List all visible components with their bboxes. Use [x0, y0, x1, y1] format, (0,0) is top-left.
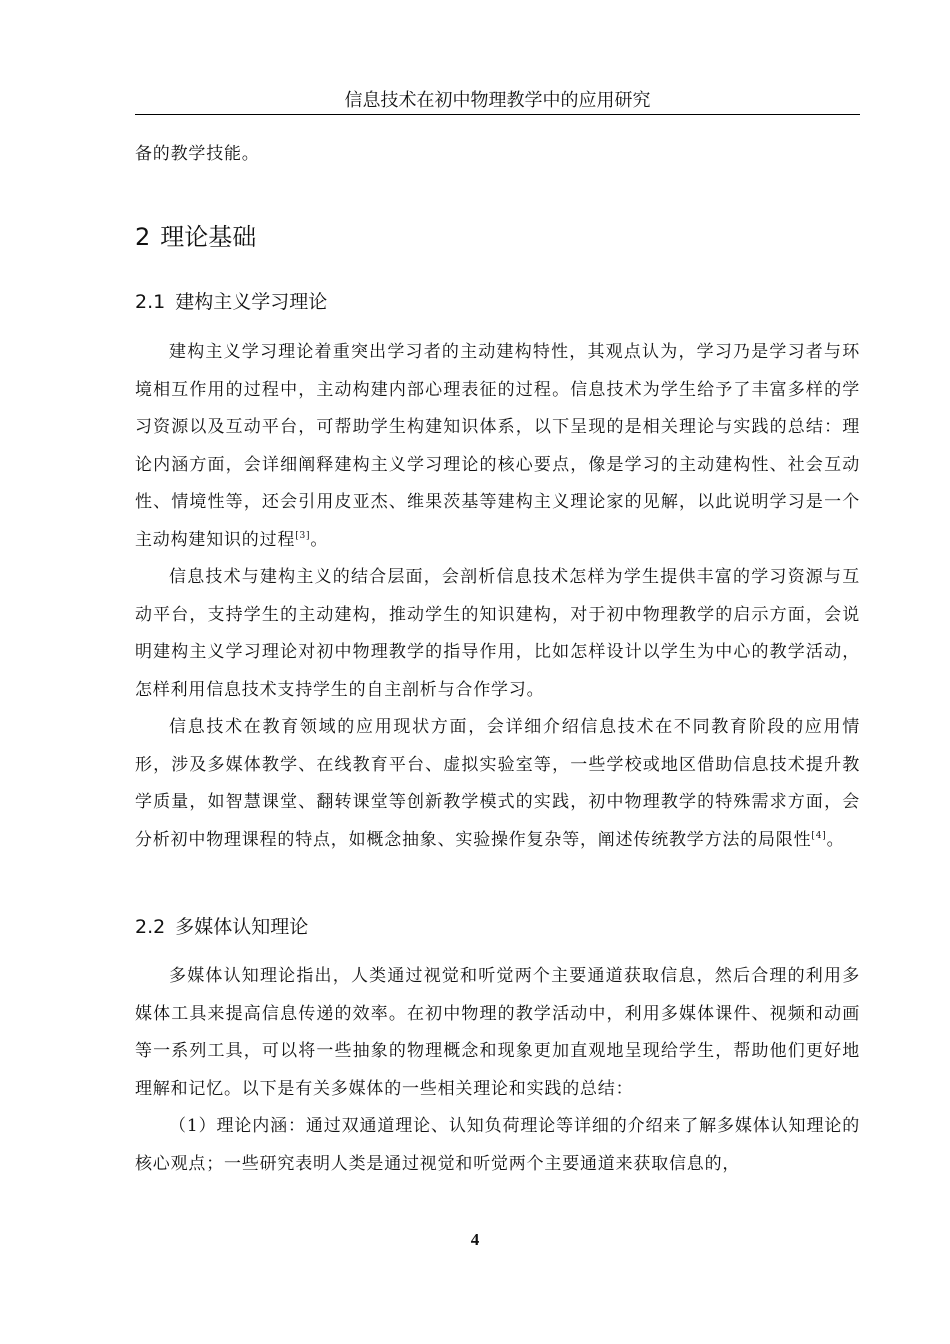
- paragraph-constructivism-2: 信息技术与建构主义的结合层面，会剖析信息技术怎样为学生提供丰富的学习资源与互动平台，支持学生的主动建构，推动学生的知识建构，对于初中物理教学的启示方面，会说明建构主义学习理论对初中物理教学的指导作用，比如怎样设计以学生为中心的教学活动，怎样利用信息技术支持学生的自主剖析与合作学习。: [135, 567, 860, 700]
- paragraph-multimedia-2: （1）理论内涵：通过双通道理论、认知负荷理论等详细的介绍来了解多媒体认知理论的核心观点；一些研究表明人类是通过视觉和听觉两个主要通道来获取信息的，: [135, 1116, 860, 1174]
- paragraph-text: 信息技术在教育领域的应用现状方面，会详细介绍信息技术在不同教育阶段的应用情形，涉及多媒体教学、在线教育平台、虚拟实验室等，一些学校或地区借助信息技术提升教学质量，如智慧课堂、翻转课堂等创新教学模式的实践，初中物理教学的特殊需求方面，会分析初中物理课程的特点，如概念抽象、实验操作复杂等，阐述传统教学方法的局限性: [135, 717, 860, 850]
- carry-over-paragraph: 备的教学技能。: [135, 144, 260, 164]
- subsection-heading-2-2: [135, 912, 308, 942]
- paragraph-text: 建构主义学习理论着重突出学习者的主动建构特性，其观点认为，学习乃是学习者与环境相互作用的过程中，主动构建内部心理表征的过程。信息技术为学生给予了丰富多样的学习资源以及互动平台，可帮助学生构建知识体系，以下呈现的是相关理论与实践的总结：理论内涵方面，会详细阐释建构主义学习理论的核心要点，像是学习的主动建构性、社会互动性、情境性等，还会引用皮亚杰、维果茨基等建构主义理论家的见解，以此说明学习是一个主动构建知识的过程: [135, 342, 860, 550]
- paragraph-constructivism-3: [135, 709, 860, 859]
- section-title: 理论基础: [160, 223, 257, 251]
- citation-ref: [4]: [811, 830, 827, 841]
- paragraph-constructivism-1: [135, 334, 860, 559]
- subsection-title: 多媒体认知理论: [175, 916, 309, 938]
- subsection-number: 2.2: [135, 916, 166, 938]
- citation-ref: [3]: [295, 530, 311, 541]
- paragraph-end: 。: [310, 529, 329, 550]
- page-number: 4: [470, 1230, 480, 1249]
- paragraph-end: 。: [826, 829, 845, 850]
- subsection-title: 建构主义学习理论: [175, 291, 328, 313]
- subsection-number: 2.1: [135, 291, 166, 313]
- section-number: 2: [135, 223, 151, 251]
- running-header: 信息技术在初中物理教学中的应用研究: [135, 88, 860, 115]
- subsection-heading-2-1: [135, 287, 327, 317]
- section-heading: [135, 220, 256, 254]
- paragraph-multimedia-1: 多媒体认知理论指出，人类通过视觉和听觉两个主要通道获取信息，然后合理的利用多媒体工具来提高信息传递的效率。在初中物理的教学活动中，利用多媒体课件、视频和动画等一系列工具，可以将一些抽象的物理概念和现象更加直观地呈现给学生，帮助他们更好地理解和记忆。以下是有关多媒体的一些相关理论和实践的总结：: [135, 966, 860, 1099]
